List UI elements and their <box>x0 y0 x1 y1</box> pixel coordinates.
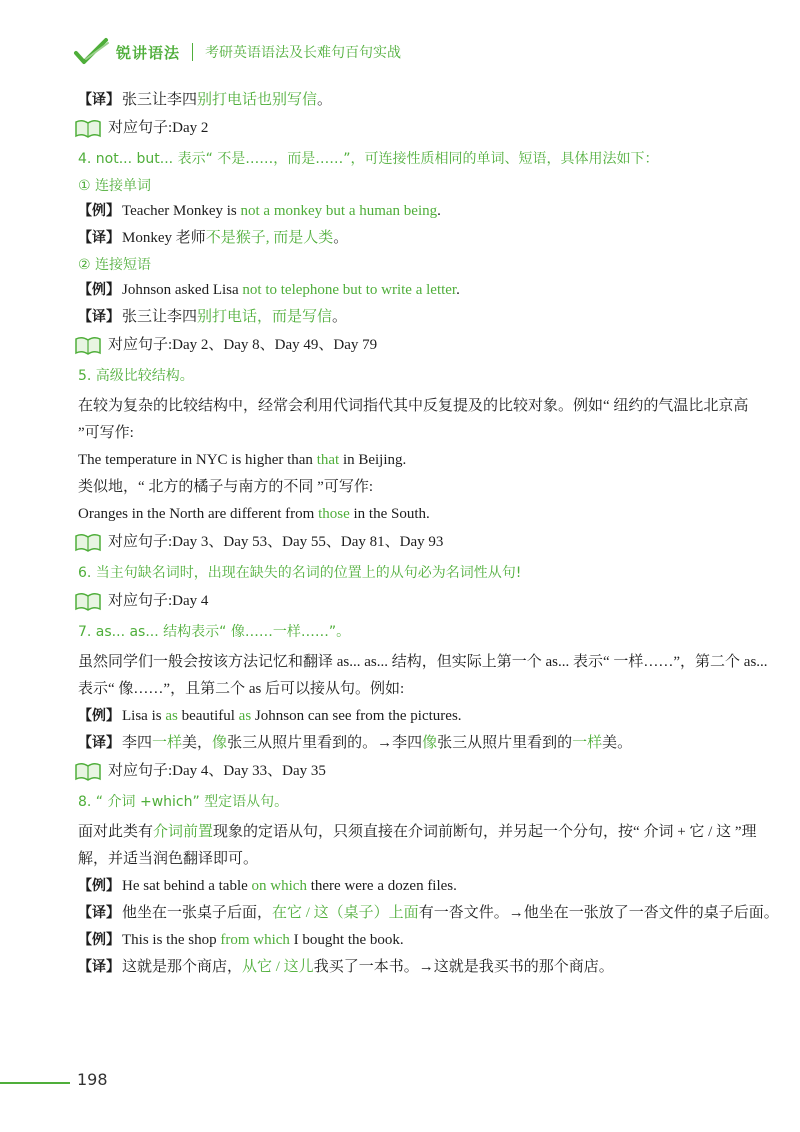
highlight: from which <box>220 932 290 948</box>
section-heading-4: 4. not... but... 表示“ 不是……，而是……”，可连接性质相同的单词、短语，具体用法如下： <box>78 151 659 167</box>
ref-days: Day 3、Day 53、Day 55、Day 81、Day 93 <box>172 534 444 550</box>
highlight: as <box>238 708 252 724</box>
text: 面对此类有 <box>78 824 154 840</box>
brand-title: 锐讲语法 <box>116 43 181 62</box>
text: 李四 <box>122 735 153 751</box>
translation-tag: 【译】 <box>78 905 120 921</box>
reference-line <box>74 334 768 356</box>
highlight: not to telephone but to write a letter <box>242 282 457 298</box>
highlight: 不是猴子, 而是人类 <box>205 230 334 246</box>
text: . <box>437 203 441 219</box>
page-content <box>78 90 779 984</box>
ref-days: Day 4 <box>172 593 209 609</box>
text: 美， <box>182 735 213 751</box>
text: I bought the book. <box>289 932 404 948</box>
paragraph: 虽然同学们一般会按该方法记忆和翻译 as... as... 结构，但实际上第一个 as... 表示“ 一样……”，第二个 as... 表示“ 像……”，且第二个 as 后可以接从句。例如: <box>78 654 768 697</box>
text: 他坐在一张桌子后面， <box>122 905 273 921</box>
translation-line <box>78 307 768 327</box>
page-number: 198 <box>77 1070 108 1089</box>
highlight: 像 <box>422 735 438 751</box>
ref-prefix: 对应句子: <box>108 593 173 609</box>
example-line <box>78 706 768 726</box>
translation-line <box>78 903 779 923</box>
highlight: as <box>165 708 178 724</box>
reference-line <box>74 531 768 553</box>
text: 美。 <box>602 735 633 751</box>
translation-tag: 【译】 <box>78 230 120 246</box>
translation-tag: 【译】 <box>78 735 120 751</box>
translation-line <box>78 733 768 753</box>
ref-prefix: 对应句子: <box>108 763 173 779</box>
example-line <box>78 201 768 221</box>
text: . <box>456 282 460 298</box>
reference-line <box>74 760 768 782</box>
ref-prefix: 对应句子: <box>108 534 173 550</box>
open-book-icon <box>74 117 102 139</box>
header-divider <box>192 43 193 61</box>
reference-line <box>74 590 768 612</box>
example-line <box>78 280 768 300</box>
highlight: 在它 / 这（桌子）上面 <box>272 905 419 921</box>
example-tag: 【例】 <box>78 932 120 948</box>
text: in the South. <box>349 506 430 522</box>
highlight: that <box>316 452 340 468</box>
open-book-icon <box>74 334 102 356</box>
text: beautiful <box>177 708 239 724</box>
translation-tag: 【译】 <box>78 959 120 975</box>
text: in Beijing. <box>339 452 407 468</box>
text: Monkey 老师 <box>122 230 206 246</box>
highlight: 从它 / 这儿 <box>242 959 314 975</box>
ref-days: Day 2、Day 8、Day 49、Day 79 <box>172 337 378 353</box>
open-book-icon <box>74 760 102 782</box>
example-line <box>78 930 768 950</box>
text: 张三从照片里看到的 <box>437 735 573 751</box>
highlight: not a monkey but a human being <box>240 203 438 219</box>
text: 我买了一本书。→这就是我买书的那个商店。 <box>313 959 614 975</box>
section-heading-8: 8. “ 介词 +which” 型定语从句。 <box>78 794 289 810</box>
example-tag: 【例】 <box>78 708 120 724</box>
translation-line <box>78 90 768 110</box>
example-sentence <box>78 504 768 524</box>
page-header <box>72 34 401 70</box>
example-tag: 【例】 <box>78 282 120 298</box>
ref-days: Day 2 <box>172 120 209 136</box>
footer-rule <box>0 1082 70 1084</box>
text: 张三让李四 <box>122 92 198 108</box>
text: 。 <box>317 92 333 108</box>
example-tag: 【例】 <box>78 878 120 894</box>
example-sentence <box>78 450 768 470</box>
translation-line <box>78 957 768 977</box>
text: Oranges in the North are different from <box>78 506 319 522</box>
text: Lisa is <box>122 708 166 724</box>
highlight: 别打电话也别写信 <box>197 92 318 108</box>
highlight: 介词前置 <box>153 824 214 840</box>
translation-tag: 【译】 <box>78 309 120 325</box>
highlight: on which <box>251 878 307 894</box>
section-heading-6: 6. 当主句缺名词时，出现在缺失的名词的位置上的从句必为名词性从句! <box>78 565 522 581</box>
reference-line <box>74 117 768 139</box>
text: 。 <box>333 230 349 246</box>
text: The temperature in NYC is higher than <box>78 452 317 468</box>
open-book-icon <box>74 531 102 553</box>
example-tag: 【例】 <box>78 203 120 219</box>
highlight: those <box>318 506 350 522</box>
text: He sat behind a table <box>122 878 252 894</box>
translation-line <box>78 228 768 248</box>
highlight: 一样 <box>152 735 183 751</box>
text: Johnson can see from the pictures. <box>251 708 462 724</box>
ref-prefix: 对应句子: <box>108 120 173 136</box>
section-heading-5: 5. 高级比较结构。 <box>78 368 194 384</box>
subheading: ① 连接单词 <box>78 178 152 194</box>
ref-prefix: 对应句子: <box>108 337 173 353</box>
text: there were a dozen files. <box>306 878 457 894</box>
open-book-icon <box>74 590 102 612</box>
text: 有一沓文件。→他坐在一张放了一沓文件的桌子后面。 <box>418 905 779 921</box>
text: 张三让李四 <box>122 309 198 325</box>
text: 张三从照片里看到的。→李四 <box>227 735 423 751</box>
paragraph: 在较为复杂的比较结构中，经常会利用代词指代其中反复提及的比较对象。例如“ 纽约的气温比北京高 ”可写作: <box>78 398 749 441</box>
subheading: ② 连接短语 <box>78 257 152 273</box>
highlight: 像 <box>212 735 228 751</box>
highlight: 别打电话，而是写信 <box>197 309 333 325</box>
paragraph <box>78 819 768 873</box>
text: Teacher Monkey is <box>122 203 241 219</box>
text: This is the shop <box>122 932 221 948</box>
ref-days: Day 4、Day 33、Day 35 <box>172 763 326 779</box>
text: 这就是那个商店， <box>122 959 243 975</box>
series-title: 考研英语语法及长难句百句实战 <box>205 45 402 61</box>
text: Johnson asked Lisa <box>122 282 243 298</box>
text: 。 <box>332 309 348 325</box>
translation-tag: 【译】 <box>78 92 120 108</box>
text: 现象的定语从句，只须直接在介词前断句，并另起一个分句，按“ 介词 + 它 / 这 ”理解，并适当润色翻译即可。 <box>78 824 757 867</box>
paragraph: 类似地，“ 北方的橘子与南方的不同 ”可写作: <box>78 479 373 495</box>
check-pen-icon <box>72 37 112 67</box>
example-line <box>78 876 768 896</box>
highlight: 一样 <box>572 735 603 751</box>
section-heading-7: 7. as... as... 结构表示“ 像……一样……”。 <box>78 624 351 640</box>
